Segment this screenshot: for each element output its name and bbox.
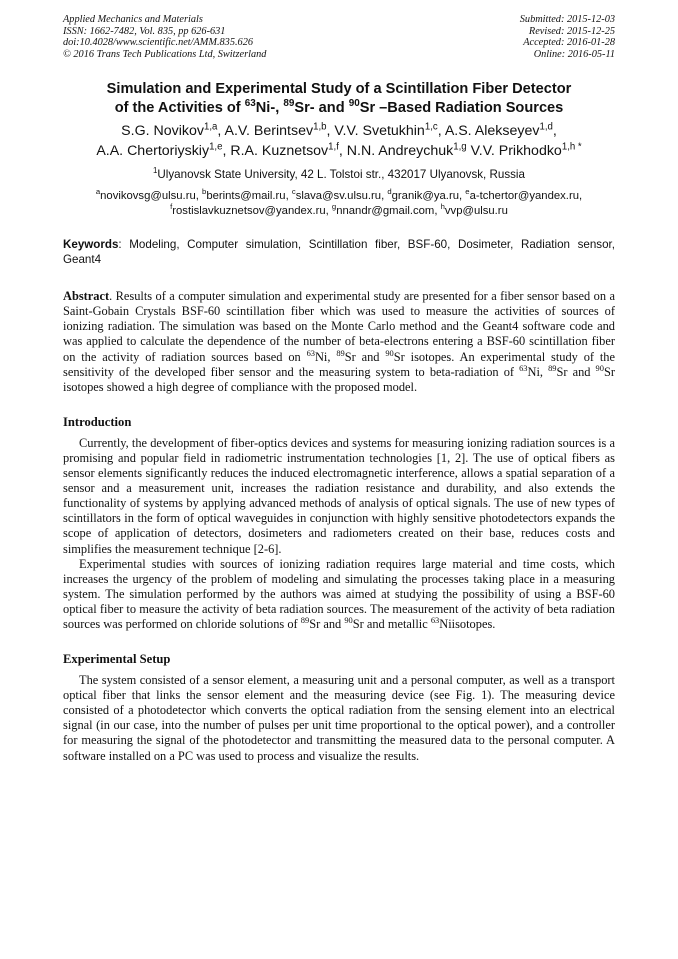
abstract-text: Ni,	[314, 349, 337, 364]
paper-page	[63, 14, 615, 764]
abstract-text: Sr isotopes showed a high degree of compliance with the proposed model.	[63, 364, 615, 394]
mass-number: 90	[348, 97, 360, 109]
email-link[interactable]: a-tchertor@yandex.ru	[469, 190, 579, 202]
email-mark: h	[440, 201, 445, 211]
paragraph-text: Sr and metallic	[352, 616, 431, 631]
mass-number: 89	[548, 362, 557, 373]
author-separator: ,	[338, 143, 347, 159]
paragraph-text: Niisotopes.	[439, 616, 496, 631]
journal-doi: doi:10.4028/www.scientific.net/AMM.835.626	[63, 37, 253, 48]
mass-number: 89	[283, 97, 295, 109]
author-affil-mark: 1,d	[539, 121, 553, 133]
journal-issn: ISSN: 1662-7482, Vol. 835, pp 626-631	[63, 25, 226, 37]
paragraph-text: Sr and	[309, 616, 345, 631]
abstract-text: . Results of a computer simulation and experimental study are presented for a fiber sensor based on a Saint-Gobain Crystals BSF-60 scintillation fiber which was used to measure the activities of sources of ionizing radiation. The simulation was based on the Monte Carlo method and the Geant4 software code and was applied to calculate the dependence of the number of beta-electrons entering a BSF-60 scintillation fiber on the activity of radiation sources based on	[63, 289, 615, 364]
title-text: of the Activities of	[114, 99, 245, 116]
mass-number: 63	[306, 347, 315, 358]
journal-info	[63, 14, 266, 60]
publication-dates	[520, 14, 615, 60]
email-mark: c	[291, 187, 296, 197]
email-link[interactable]: granik@ya.ru	[391, 190, 459, 202]
journal-header	[63, 14, 615, 60]
keywords-label: Keywords	[63, 238, 119, 251]
author-name: A.A. Chertoriyskiy	[96, 143, 210, 159]
mass-number: 63	[244, 97, 256, 109]
title-line-2	[63, 99, 615, 118]
email-mark: d	[387, 187, 392, 197]
email-link[interactable]: slava@sv.ulsu.ru	[295, 190, 382, 202]
keywords-text: : Modeling, Computer simulation, Scintillation fiber, BSF-60, Dosimeter, Radiation sensor, Geant4	[63, 238, 615, 266]
author-affil-mark: 1,g	[453, 141, 467, 153]
mass-number: 90	[595, 362, 604, 373]
paragraph-text: Experimental studies with sources of ionizing radiation requires large material and time costs, which increases the urgency of the problem of modeling and simulating the processes taking place in a measuring system. The simulation performed by the authors was aimed at studying the possibility of using a BSF-60 optical fiber to measure the activity of beta radiation sources. The measurement of the activity of beta radiation sources was performed on chloride solutions of	[63, 556, 615, 631]
title-text: Ni-,	[255, 99, 284, 116]
keywords	[63, 238, 615, 267]
author-affil-mark: 1,e	[209, 141, 223, 153]
email-mark: a	[95, 187, 101, 197]
author-affil-mark: 1,b	[313, 121, 327, 133]
abstract-text: Ni,	[527, 364, 549, 379]
email-link[interactable]: novikovsg@ulsu.ru	[100, 190, 196, 202]
author-separator: ,	[222, 143, 231, 159]
author-affil-mark: 1,h *	[561, 141, 582, 153]
date-revised: Revised: 2015-12-25	[528, 25, 615, 37]
author-line	[63, 121, 615, 141]
author-name: N.N. Andreychuk	[346, 143, 454, 159]
email-mark: b	[202, 187, 207, 197]
author-name: A.V. Berintsev	[224, 123, 314, 139]
journal-name: Applied Mechanics and Materials	[63, 14, 203, 25]
email-link[interactable]: vvp@ulsu.ru	[444, 204, 508, 217]
email-link[interactable]: rostislavkuznetsov@yandex.ru	[172, 204, 326, 217]
date-submitted: Submitted: 2015-12-03	[519, 14, 615, 25]
author-name: S.G. Novikov	[121, 123, 204, 139]
author-name: V.V. Svetukhin	[334, 123, 425, 139]
author-list	[63, 121, 615, 161]
author-name: R.A. Kuznetsov	[230, 143, 329, 159]
affiliation	[63, 168, 615, 182]
section-heading-introduction: Introduction	[63, 414, 132, 429]
author-name: A.S. Alekseyev	[444, 123, 540, 139]
section-heading-experimental-setup: Experimental Setup	[63, 652, 171, 667]
date-accepted: Accepted: 2016-01-28	[523, 37, 615, 48]
abstract-text: Sr and	[344, 349, 386, 364]
mass-number: 63	[519, 362, 528, 373]
paragraph: The system consisted of a sensor element, a measuring unit and a personal computer, as well as a transport optical fiber that links the sensor element and the measuring device (see Fig. 1). The measuring device consisted of a photodetector which converts the optical radiation from the sensing element into an electrical signal (in our case, into the number of pulses per unit time proportional to the optical power), and a controller for measuring the signal of the photodetector and transmitting the measured data to the personal computer. A software installed on a PC was used to process and visualize the results.	[63, 673, 615, 763]
abstract-text: Sr isotopes. An experimental study of the sensitivity of the developed fiber sensor and the measuring system to beta-radiation of	[63, 349, 615, 379]
author-emails	[63, 189, 615, 218]
email-line: $^a$novikovsg@ulsu.ru, $^b$berints@mail.ru, $^c$slava@sv.ulsu.ru, $^d$granik@ya.ru, $^e$a-tchertor@yandex.ru,	[95, 187, 583, 202]
author-affil-mark: 1,a	[203, 121, 218, 133]
author-separator: ,	[552, 123, 557, 139]
email-line: $^f$rostislavkuznetsov@yandex.ru, $^g$nnandr@gmail.com, $^h$vvp@ulsu.ru	[170, 201, 508, 217]
author-separator: ,	[437, 123, 445, 139]
abstract-text: Sr and	[556, 364, 596, 379]
title-text: Sr –Based Radiation Sources	[359, 99, 564, 116]
mass-number: 89	[300, 614, 310, 625]
experimental-setup-section	[63, 673, 615, 764]
author-line	[63, 141, 615, 161]
email-link[interactable]: berints@mail.ru	[206, 190, 286, 202]
author-separator: ,	[217, 123, 225, 139]
author-separator: ,	[326, 123, 335, 139]
email-mark: g	[331, 201, 337, 211]
paragraph: Currently, the development of fiber-optics devices and systems for measuring ionizing radiation sources is a promising and popular field in radiometric instrumentation technologies [1, 2]. The use of optical fibers as sensor elements significantly reduces the induced electromagnetic interference, allows a spatial separation of a sensor and a measurement unit, increases the radiation resistance and durability, and also extends the functionality of systems by applying advanced methods of analysis of optical signals. The use of new types of scintillators in the form of optical waveguides in conjunction with highly sensitive photodetectors expands the scope of application of detectors, dosimeters and radiometers created on their base, reduces costs and simplifies the measurement technique [2-6].	[63, 435, 615, 556]
mass-number: 63	[430, 614, 440, 625]
email-link[interactable]: nnandr@gmail.com	[336, 204, 435, 217]
affiliation-mark: 1	[153, 166, 158, 176]
paper-title	[63, 80, 615, 117]
mass-number: 90	[385, 347, 394, 358]
introduction-section	[63, 436, 615, 632]
paragraph	[63, 557, 615, 632]
author-affil-mark: 1,c	[424, 121, 438, 133]
title-line-1: Simulation and Experimental Study of a Scintillation Fiber Detector	[106, 81, 572, 97]
affiliation-text: Ulyanovsk State University, 42 L. Tolstoi str., 432017 Ulyanovsk, Russia	[157, 168, 525, 181]
date-online: Online: 2016-05-11	[533, 48, 615, 60]
author-name: V.V. Prikhodko	[470, 143, 562, 159]
abstract-label: Abstract	[63, 289, 110, 304]
abstract	[63, 289, 615, 395]
email-mark: f	[170, 201, 173, 211]
mass-number: 90	[344, 614, 353, 625]
journal-copyright: © 2016 Trans Tech Publications Ltd, Switzerland	[63, 48, 267, 60]
mass-number: 89	[336, 347, 345, 358]
author-affil-mark: 1,f	[328, 141, 339, 153]
title-text: Sr- and	[294, 99, 349, 116]
email-mark: e	[465, 187, 470, 197]
